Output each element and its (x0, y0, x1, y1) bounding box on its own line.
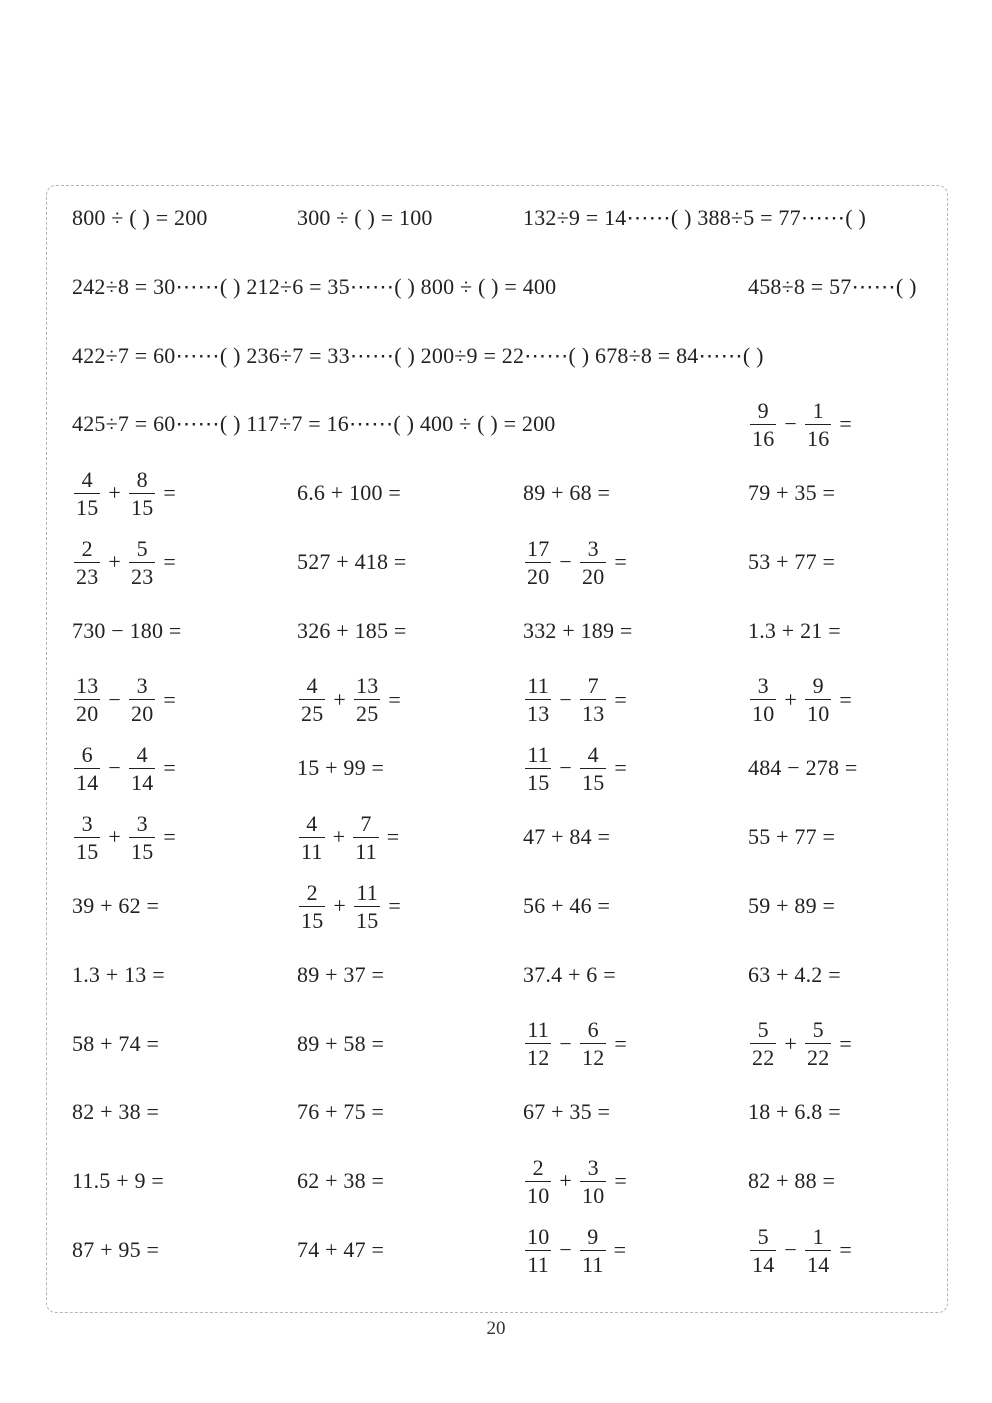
fraction (74, 672, 100, 727)
equals-sign: = (614, 755, 628, 781)
denominator: 20 (131, 701, 154, 727)
problem-text: 326 + 185 = (297, 617, 407, 643)
fraction (805, 672, 831, 727)
equals-sign: = (839, 411, 853, 437)
page-number: 20 (486, 1318, 506, 1339)
problem (297, 945, 384, 1005)
numerator: 17 (527, 535, 550, 561)
problem-text: 87 + 95 = (72, 1237, 160, 1262)
problem-row (0, 1220, 992, 1280)
problem (297, 738, 384, 798)
problem-row (0, 326, 992, 386)
problem-row (0, 463, 992, 523)
problem (72, 738, 176, 798)
problem (523, 1151, 627, 1211)
problem-text: 527 + 418 = (297, 549, 407, 574)
problem-text: 300 ÷ ( ) = 100 (297, 205, 433, 230)
fraction (129, 810, 155, 865)
equals-sign: = (163, 549, 177, 574)
fraction (525, 535, 551, 590)
denominator: 15 (356, 907, 379, 933)
problem (748, 876, 835, 936)
fraction (580, 1016, 606, 1071)
fraction (805, 397, 831, 452)
problem-row (0, 876, 992, 936)
numerator: 11 (356, 879, 379, 905)
fraction (129, 535, 155, 590)
fraction (805, 1016, 831, 1071)
problem (523, 670, 627, 730)
numerator: 5 (136, 535, 148, 561)
numerator: 3 (587, 1154, 599, 1180)
denominator: 15 (527, 769, 550, 795)
problem (297, 807, 399, 867)
problem-text: 332 + 189 = (523, 617, 633, 643)
numerator: 10 (527, 1223, 550, 1249)
problem-row (0, 394, 992, 454)
problem (297, 670, 401, 730)
problem-text: 76 + 75 = (297, 1099, 385, 1125)
problem-row (0, 1082, 992, 1142)
numerator: 4 (587, 741, 599, 767)
problem (297, 532, 407, 592)
fraction (299, 879, 325, 934)
fraction (299, 810, 325, 865)
problem (72, 532, 176, 592)
problem-text: 484 − 278 = (748, 755, 858, 781)
problem-row (0, 188, 992, 248)
operator: + (108, 549, 122, 574)
denominator: 14 (752, 1251, 775, 1277)
denominator: 13 (582, 701, 605, 727)
problem-text: 82 + 38 = (72, 1099, 160, 1125)
problem-text: 58 + 74 = (72, 1030, 160, 1056)
fraction (580, 741, 606, 796)
fraction (74, 810, 100, 865)
problem (523, 876, 610, 936)
fraction (129, 466, 155, 521)
denominator: 23 (76, 563, 99, 589)
problem-text: 1.3 + 13 = (72, 961, 165, 987)
problem (72, 257, 556, 317)
denominator: 12 (582, 1045, 605, 1071)
problem (297, 1014, 384, 1074)
problem (748, 601, 841, 661)
numerator: 9 (587, 1223, 599, 1249)
problem (748, 945, 841, 1005)
fraction (74, 535, 100, 590)
numerator: 4 (306, 673, 318, 699)
problem (72, 188, 208, 248)
problem-text: 74 + 47 = (297, 1237, 385, 1262)
numerator: 11 (527, 1017, 549, 1043)
denominator: 22 (752, 1045, 775, 1071)
numerator: 8 (136, 466, 148, 492)
operator: + (333, 893, 347, 918)
numerator: 5 (757, 1223, 769, 1249)
problem-text: 242÷8 = 30⋯⋯( ) 212÷6 = 35⋯⋯( ) 800 ÷ ( ) = 400 (72, 273, 557, 299)
problem-text: 132÷9 = 14⋯⋯( ) 388÷5 = 77⋯⋯( ) (523, 205, 866, 230)
problem (72, 670, 176, 730)
problem (523, 463, 610, 523)
denominator: 20 (582, 563, 605, 589)
operator: − (559, 755, 573, 781)
equals-sign: = (839, 1030, 853, 1056)
denominator: 11 (582, 1251, 604, 1277)
fraction (580, 672, 606, 727)
problem-text: 37.4 + 6 = (523, 961, 616, 987)
equals-sign: = (839, 686, 853, 712)
fraction (580, 1223, 606, 1278)
numerator: 11 (527, 673, 549, 699)
problem (523, 188, 866, 248)
problem (748, 807, 835, 867)
denominator: 23 (131, 563, 154, 589)
operator: − (559, 1030, 573, 1056)
operator: + (559, 1168, 573, 1194)
problem (72, 876, 159, 936)
equals-sign: = (163, 755, 177, 781)
problem (523, 945, 616, 1005)
numerator: 3 (136, 673, 148, 699)
problem (748, 257, 917, 317)
fraction (129, 741, 155, 796)
equals-sign: = (163, 824, 177, 850)
problem (523, 532, 627, 592)
denominator: 20 (527, 563, 550, 589)
problem (72, 1082, 159, 1142)
numerator: 7 (360, 810, 372, 836)
problem-row (0, 807, 992, 867)
numerator: 2 (532, 1154, 544, 1180)
problem (748, 463, 835, 523)
denominator: 22 (807, 1045, 830, 1071)
denominator: 16 (807, 425, 830, 451)
problem-text: 82 + 88 = (748, 1168, 836, 1194)
operator: − (108, 686, 122, 712)
problem (72, 601, 182, 661)
problem-text: 55 + 77 = (748, 824, 836, 850)
problem-row (0, 1014, 992, 1074)
fraction (525, 741, 551, 796)
problem (297, 601, 407, 661)
equals-sign: = (614, 1030, 628, 1056)
equals-sign: = (614, 549, 628, 574)
fraction (525, 1154, 551, 1209)
fraction (354, 879, 380, 934)
problem (523, 1220, 626, 1280)
problem-text: 89 + 68 = (523, 480, 611, 506)
denominator: 15 (76, 494, 99, 520)
fraction (299, 672, 325, 727)
numerator: 4 (81, 466, 93, 492)
problem (72, 326, 764, 386)
fraction (750, 1016, 776, 1071)
problem-text: 56 + 46 = (523, 893, 611, 918)
problem (72, 394, 556, 454)
problem-text: 39 + 62 = (72, 893, 160, 918)
problem-row (0, 257, 992, 317)
equals-sign: = (163, 686, 177, 712)
equals-sign: = (839, 1237, 853, 1262)
problem-row (0, 1151, 992, 1211)
problem (523, 807, 610, 867)
problem-text: 89 + 58 = (297, 1030, 385, 1056)
problem-text: 59 + 89 = (748, 893, 836, 918)
denominator: 15 (131, 838, 154, 864)
problem (297, 876, 401, 936)
problem-row (0, 670, 992, 730)
problem-text: 53 + 77 = (748, 549, 836, 574)
operator: + (333, 686, 347, 712)
numerator: 4 (306, 810, 318, 836)
problem-row (0, 532, 992, 592)
problem (748, 1151, 835, 1211)
denominator: 12 (527, 1045, 550, 1071)
problem-text: 89 + 37 = (297, 961, 385, 987)
equals-sign: = (388, 893, 402, 918)
operator: − (559, 1237, 573, 1262)
denominator: 15 (131, 494, 154, 520)
denominator: 25 (301, 701, 324, 727)
operator: − (784, 411, 798, 437)
fraction (74, 466, 100, 521)
problem-text: 11.5 + 9 = (72, 1168, 164, 1194)
problem (72, 1220, 159, 1280)
numerator: 5 (812, 1017, 824, 1043)
denominator: 10 (582, 1182, 605, 1208)
numerator: 3 (81, 810, 93, 836)
problem (748, 738, 858, 798)
problem (297, 188, 433, 248)
numerator: 6 (587, 1017, 599, 1043)
operator: − (559, 549, 573, 574)
problem-row (0, 601, 992, 661)
numerator: 3 (757, 673, 769, 699)
denominator: 11 (527, 1251, 549, 1277)
numerator: 9 (757, 397, 769, 423)
problem (748, 532, 835, 592)
problem (748, 1220, 852, 1280)
operator: + (784, 1030, 798, 1056)
operator: − (108, 755, 122, 781)
denominator: 11 (301, 838, 323, 864)
denominator: 16 (752, 425, 775, 451)
problem (748, 1082, 841, 1142)
numerator: 3 (136, 810, 148, 836)
operator: + (108, 480, 122, 506)
denominator: 15 (582, 769, 605, 795)
numerator: 5 (757, 1017, 769, 1043)
equals-sign: = (614, 686, 628, 712)
fraction (525, 1223, 551, 1278)
problem (72, 807, 176, 867)
problem (297, 1082, 384, 1142)
numerator: 1 (812, 397, 824, 423)
fraction (74, 741, 100, 796)
problem (748, 394, 852, 454)
denominator: 15 (76, 838, 99, 864)
fraction (750, 672, 776, 727)
fraction (129, 672, 155, 727)
problem (523, 738, 627, 798)
denominator: 10 (807, 701, 830, 727)
equals-sign: = (388, 686, 402, 712)
problem-text: 425÷7 = 60⋯⋯( ) 117÷7 = 16⋯⋯( ) 400 ÷ ( ) = 200 (72, 411, 556, 437)
problem-text: 62 + 38 = (297, 1168, 385, 1194)
problem-text: 67 + 35 = (523, 1099, 611, 1125)
problem (72, 1151, 164, 1211)
denominator: 13 (527, 701, 550, 727)
fraction (354, 672, 380, 727)
equals-sign: = (163, 480, 177, 506)
equals-sign: = (386, 824, 400, 850)
problem-row (0, 945, 992, 1005)
denominator: 14 (807, 1251, 830, 1277)
fraction (580, 1154, 606, 1209)
problem (297, 1151, 384, 1211)
fraction (525, 1016, 551, 1071)
denominator: 20 (76, 701, 99, 727)
numerator: 6 (81, 741, 93, 767)
numerator: 9 (812, 673, 824, 699)
denominator: 14 (131, 769, 154, 795)
fraction (580, 535, 606, 590)
fraction (750, 1223, 776, 1278)
problem-text: 79 + 35 = (748, 480, 836, 506)
problem (523, 1014, 627, 1074)
problem (523, 601, 633, 661)
denominator: 15 (301, 907, 324, 933)
numerator: 2 (306, 879, 318, 905)
operator: − (784, 1237, 798, 1262)
numerator: 13 (356, 673, 379, 699)
problem (297, 1220, 384, 1280)
problem (748, 1014, 852, 1074)
operator: + (784, 686, 798, 712)
problem-text: 800 ÷ ( ) = 200 (72, 205, 208, 230)
problem-text: 422÷7 = 60⋯⋯( ) 236÷7 = 33⋯⋯( ) 200÷9 = 22⋯⋯( ) 678÷8 = 84⋯⋯( ) (72, 342, 764, 368)
problem (297, 463, 401, 523)
denominator: 10 (527, 1182, 550, 1208)
numerator: 11 (527, 741, 549, 767)
problem-text: 18 + 6.8 = (748, 1099, 841, 1125)
operator: − (559, 686, 573, 712)
numerator: 2 (81, 535, 93, 561)
problem-text: 63 + 4.2 = (748, 961, 841, 987)
problem-text: 730 − 180 = (72, 617, 182, 643)
problem (72, 463, 176, 523)
fraction (750, 397, 776, 452)
problem (72, 1014, 159, 1074)
operator: + (332, 824, 346, 850)
denominator: 25 (356, 701, 379, 727)
problem-text: 6.6 + 100 = (297, 480, 402, 506)
numerator: 4 (136, 741, 148, 767)
fraction (805, 1223, 831, 1278)
operator: + (108, 824, 122, 850)
numerator: 3 (587, 535, 599, 561)
numerator: 7 (587, 673, 599, 699)
problem (72, 945, 165, 1005)
fraction (353, 810, 379, 865)
problem-row (0, 738, 992, 798)
denominator: 10 (752, 701, 775, 727)
problem (523, 1082, 610, 1142)
problem-text: 1.3 + 21 = (748, 617, 841, 643)
denominator: 11 (355, 838, 377, 864)
numerator: 13 (76, 673, 99, 699)
denominator: 14 (76, 769, 99, 795)
problem-text: 47 + 84 = (523, 824, 611, 850)
problem-text: 15 + 99 = (297, 755, 385, 781)
problem-text: 458÷8 = 57⋯⋯( ) (748, 273, 917, 299)
equals-sign: = (613, 1237, 627, 1262)
problem (748, 670, 852, 730)
fraction (525, 672, 551, 727)
numerator: 1 (812, 1223, 824, 1249)
equals-sign: = (614, 1168, 628, 1194)
